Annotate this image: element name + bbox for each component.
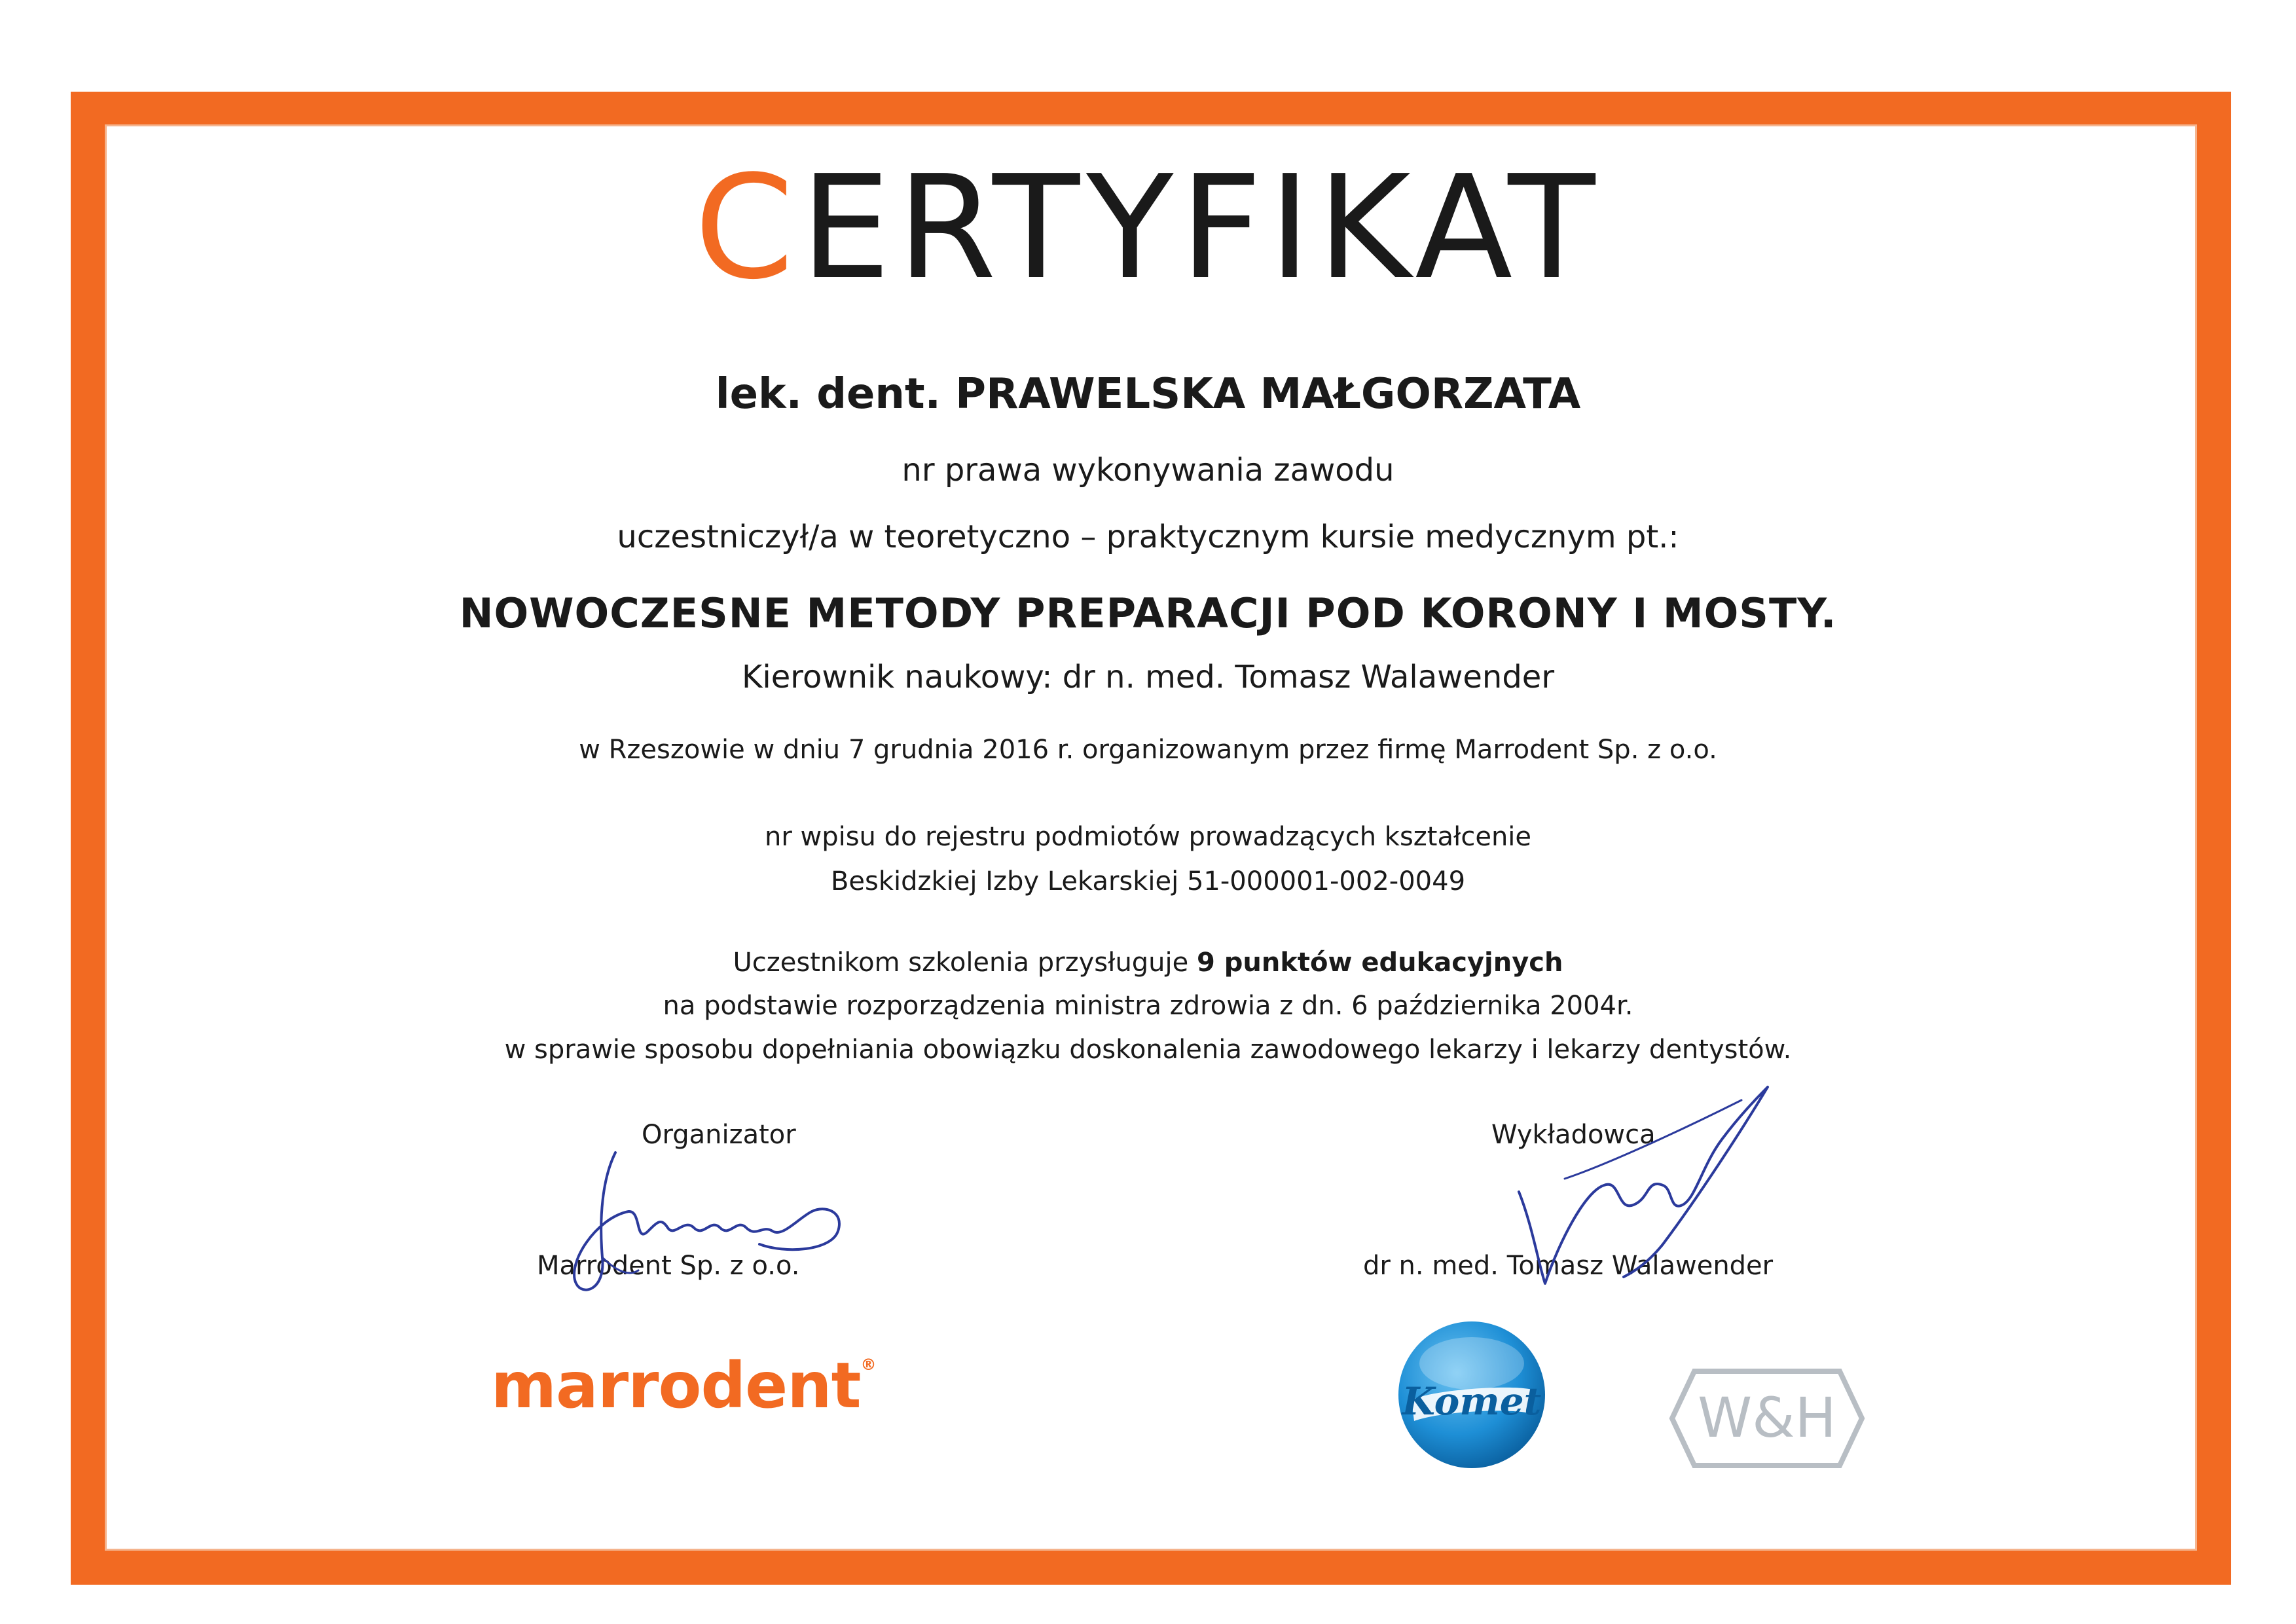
lecturer-name: dr n. med. Tomasz Walawender <box>1363 1251 1774 1281</box>
recipient-name: lek. dent. PRAWELSKA MAŁGORZATA <box>715 370 1581 418</box>
organizer-signature <box>537 1139 877 1303</box>
points-prefix: Uczestnikom szkolenia przysługuje <box>733 948 1197 978</box>
regulation-line-1: na podstawie rozporządzenia ministra zdrowia z dn. 6 października 2004r. <box>663 991 1633 1021</box>
title-rest: ERTYFIKAT <box>800 145 1602 311</box>
license-line: nr prawa wykonywania zawodu <box>902 452 1394 489</box>
points-line <box>0 948 2296 978</box>
course-title: NOWOCZESNE METODY PREPARACJI POD KORONY I MOSTY. <box>459 589 1837 637</box>
registry-line-1: nr wpisu do rejestru podmiotów prowadzących kształcenie <box>764 822 1532 852</box>
komet-logo <box>1393 1316 1550 1473</box>
title-first-letter: C <box>694 145 801 311</box>
points-value: 9 punktów edukacyjnych <box>1196 948 1563 978</box>
lecturer-signature <box>1506 1074 1781 1297</box>
lecturer-label: Wykładowca <box>1491 1120 1656 1150</box>
certificate-title <box>0 145 2296 311</box>
regulation-line-2: w sprawie sposobu dopełniania obowiązku doskonalenia zawodowego lekarzy i lekarzy dentystów. <box>504 1035 1792 1065</box>
marrodent-logo <box>491 1349 876 1422</box>
location-date: w Rzeszowie w dniu 7 grudnia 2016 r. organizowanym przez firmę Marrodent Sp. z o.o. <box>579 735 1717 765</box>
organizer-name: Marrodent Sp. z o.o. <box>537 1251 800 1281</box>
wh-logo <box>1668 1366 1866 1471</box>
participation-line: uczestniczył/a w teoretyczno – praktycznym kursie medycznym pt.: <box>617 519 1679 555</box>
marrodent-logo-text: marrodent <box>491 1349 861 1422</box>
komet-logo-text: Komet <box>1402 1379 1542 1424</box>
registered-mark: ® <box>860 1356 876 1374</box>
registry-line-2: Beskidzkiej Izby Lekarskiej 51-000001-002-0049 <box>830 866 1466 896</box>
scientific-lead: Kierownik naukowy: dr n. med. Tomasz Walawender <box>741 659 1555 695</box>
organizer-label: Organizator <box>642 1120 796 1150</box>
wh-logo-text: W&H <box>1698 1386 1836 1450</box>
